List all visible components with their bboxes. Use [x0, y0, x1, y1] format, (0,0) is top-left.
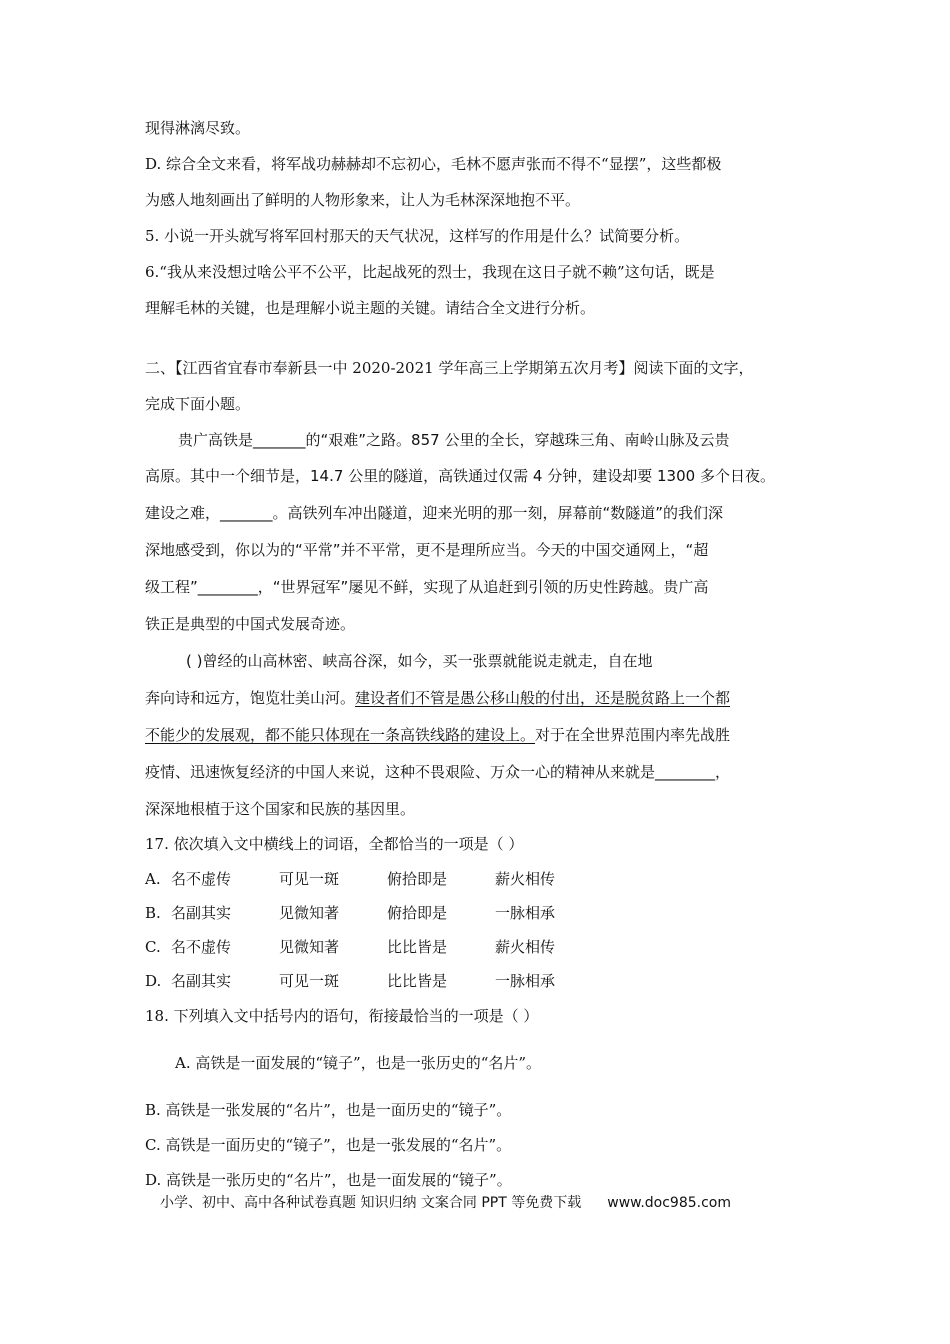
- passage-line: 建设之难，_______。高铁列车冲出隧道，迎来光明的那一刻，屏幕前“数隧道”的我们深: [145, 504, 724, 522]
- option-word: 名不虚传: [171, 870, 232, 888]
- text-line: 为感人地刻画出了鲜明的人物形象来，让人为毛林深深地抱不平。: [145, 191, 581, 209]
- passage-line: ( )曾经的山高林密、峡高谷深，如今，买一张票就能说走就走，自在地: [186, 652, 653, 670]
- passage-line: 贵广高铁是_______的“艰难”之路。857 公里的全长，穿越珠三角、南岭山脉及云贵: [178, 431, 730, 449]
- option-word: 比比皆是: [387, 972, 448, 990]
- passage-line: [145, 688, 730, 708]
- passage-line: 深地感受到，你以为的“平常”并不平常，更不是理所应当。今天的中国交通网上，“超: [145, 541, 709, 559]
- passage-line: 深深地根植于这个国家和民族的基因里。: [145, 800, 416, 818]
- option-key: D.: [145, 972, 162, 990]
- question-18-option-c[interactable]: C. 高铁是一面历史的“镜子”，也是一张发展的“名片”。: [145, 1136, 512, 1154]
- question-17-option-a[interactable]: [145, 869, 603, 889]
- option-word: 俯拾即是: [387, 904, 448, 922]
- question-18-option-a[interactable]: A. 高铁是一面发展的“镜子”，也是一张历史的“名片”。: [175, 1054, 542, 1072]
- text-line: 理解毛林的关键，也是理解小说主题的关键。请结合全文进行分析。: [145, 299, 596, 317]
- question-6: 6.“我从来没想过啥公平不公平，比起战死的烈士，我现在这日子就不赖”这句话，既是: [145, 263, 715, 281]
- option-word: 薪火相传: [495, 938, 556, 956]
- question-17-option-c[interactable]: [145, 937, 603, 957]
- underlined-sentence: 不能少的发展观，都不能只体现在一条高铁线路的建设上。: [145, 726, 536, 744]
- option-word: 可见一斑: [279, 972, 340, 990]
- option-word: 一脉相承: [495, 972, 556, 990]
- option-word: 名不虚传: [171, 938, 232, 956]
- footer-text: 小学、初中、高中各种试卷真题 知识归纳 文案合同 PPT 等免费下载: [160, 1195, 582, 1211]
- option-word: 名副其实: [171, 972, 232, 990]
- passage-text: 对于在全世界范围内率先战胜: [535, 726, 731, 744]
- passage-line: 级工程”________，“世界冠军”屡见不鲜，实现了从追赶到引领的历史性跨越。贵广高: [145, 578, 709, 596]
- option-word: 见微知著: [279, 904, 340, 922]
- underlined-sentence: 建设者们不管是愚公移山般的付出，还是脱贫路上一个都: [355, 689, 731, 707]
- question-17-option-b[interactable]: [145, 903, 603, 923]
- option-word: 见微知著: [279, 938, 340, 956]
- passage-line: 铁正是典型的中国式发展奇迹。: [145, 615, 356, 633]
- page-footer: [160, 1194, 731, 1212]
- option-word: 薪火相传: [495, 870, 556, 888]
- passage-line: 高原。其中一个细节是，14.7 公里的隧道，高铁通过仅需 4 分钟，建设却要 1300 多个日夜。: [145, 467, 775, 485]
- option-word: 一脉相承: [495, 904, 556, 922]
- passage-line: [145, 725, 730, 745]
- question-17-option-d[interactable]: [145, 971, 603, 991]
- option-d-text: D. 综合全文来看，将军战功赫赫却不忘初心，毛林不愿声张而不得不“显摆”，这些都极: [145, 155, 722, 173]
- question-17-stem: 17. 依次填入文中横线上的词语，全都恰当的一项是（ ）: [145, 835, 524, 853]
- option-word: 可见一斑: [279, 870, 340, 888]
- passage-text: 奔向诗和远方，饱览壮美山河。: [145, 689, 356, 707]
- section-heading-cont: 完成下面小题。: [145, 395, 251, 413]
- footer-link[interactable]: www.doc985.com: [607, 1195, 731, 1211]
- option-key: B.: [145, 904, 161, 922]
- option-word: 名副其实: [171, 904, 232, 922]
- option-word: 比比皆是: [387, 938, 448, 956]
- passage-line: 疫情、迅速恢复经济的中国人来说，这种不畏艰险、万众一心的精神从来就是________，: [145, 763, 731, 781]
- question-18-stem: 18. 下列填入文中括号内的语句，衔接最恰当的一项是（ ）: [145, 1007, 539, 1025]
- question-18-option-b[interactable]: B. 高铁是一张发展的“名片”，也是一面历史的“镜子”。: [145, 1101, 512, 1119]
- option-key: A.: [145, 870, 161, 888]
- section-heading: 二、【江西省宜春市奉新县一中 2020-2021 学年高三上学期第五次月考】阅读下面的文字，: [145, 359, 754, 377]
- text-line: 现得淋漓尽致。: [145, 119, 251, 137]
- question-18-option-d[interactable]: D. 高铁是一张历史的“名片”，也是一面发展的“镜子”。: [145, 1171, 512, 1189]
- option-word: 俯拾即是: [387, 870, 448, 888]
- option-key: C.: [145, 938, 161, 956]
- question-5: 5. 小说一开头就写将军回村那天的天气状况，这样写的作用是什么？试简要分析。: [145, 227, 690, 245]
